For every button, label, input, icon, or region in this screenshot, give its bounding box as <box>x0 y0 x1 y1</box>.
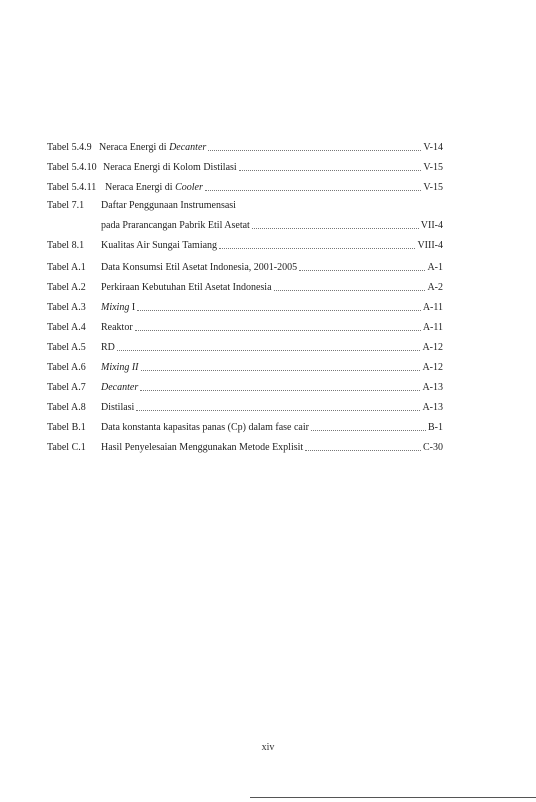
leader-dots <box>274 289 426 291</box>
toc-entry-title: Decanter <box>101 382 139 393</box>
toc-entry[interactable] <box>47 362 443 374</box>
toc-entry-page: A-12 <box>422 362 443 373</box>
leader-dots <box>239 169 422 171</box>
leader-dots <box>305 449 421 451</box>
toc-entry-title: Distilasi <box>101 402 135 413</box>
toc-entry-label: Tabel A.8 <box>47 402 86 413</box>
toc-entry-label: Tabel A.5 <box>47 342 86 353</box>
toc-entry-page: V-15 <box>423 182 443 193</box>
toc-entry-label: Tabel 5.4.9 <box>47 142 92 153</box>
toc-entry[interactable] <box>47 402 443 414</box>
toc-entry-title: RD <box>101 342 115 353</box>
toc-entry[interactable] <box>47 142 443 154</box>
toc-entry-label: Tabel C.1 <box>47 442 86 453</box>
toc-entry-page: V-15 <box>423 162 443 173</box>
toc-entry-page: A-11 <box>422 322 443 333</box>
leader-dots <box>117 349 421 351</box>
toc-entry[interactable] <box>47 302 443 314</box>
toc-entry[interactable] <box>47 182 443 194</box>
leader-dots <box>135 329 421 331</box>
page-number: xiv <box>261 742 275 753</box>
toc-entry-title: pada Prarancangan Pabrik Etil Asetat <box>101 220 250 231</box>
leader-dots <box>219 247 415 249</box>
toc-entry-title: Neraca Energi di Decanter <box>99 142 207 153</box>
leader-dots <box>141 369 421 371</box>
toc-entry-label: Tabel 8.1 <box>47 240 85 251</box>
toc-entry-label: Tabel A.6 <box>47 362 86 373</box>
toc-entry-label: Tabel A.2 <box>47 282 86 293</box>
leader-dots <box>252 227 419 229</box>
toc-entry[interactable] <box>47 220 443 232</box>
toc-entry-title: Neraca Energi di Cooler <box>105 182 203 193</box>
toc-entry-page: VIII-4 <box>417 240 443 251</box>
toc-entry-title: Mixing II <box>101 362 139 373</box>
toc-entry[interactable] <box>47 200 443 212</box>
toc-entry-page: A-2 <box>427 282 443 293</box>
toc-entry[interactable] <box>47 282 443 294</box>
toc-entry-label: Tabel A.4 <box>47 322 86 333</box>
toc-entry[interactable] <box>47 382 443 394</box>
toc-entry-label: Tabel A.3 <box>47 302 86 313</box>
toc-entry-title: Data Konsumsi Etil Asetat Indonesia, 2001-2005 <box>101 262 298 273</box>
toc-entry-label: Tabel B.1 <box>47 422 86 433</box>
leader-dots <box>136 409 420 411</box>
toc-entry-page: C-30 <box>423 442 443 453</box>
toc-entry-title: Mixing I <box>101 302 136 313</box>
toc-entry-label: Tabel A.1 <box>47 262 86 273</box>
leader-dots <box>208 149 421 151</box>
toc-entry-title: Data konstanta kapasitas panas (Cp) dalam fase cair <box>101 422 309 433</box>
toc-entry-title: Neraca Energi di Kolom Distilasi <box>103 162 237 173</box>
toc-entry[interactable] <box>47 162 443 174</box>
toc-entry-title: Reaktor <box>101 322 133 333</box>
leader-dots <box>137 309 421 311</box>
toc-entry-label: Tabel 5.4.11 <box>47 182 97 193</box>
toc-entry-title: Hasil Penyelesaian Menggunakan Metode Explisit <box>101 442 304 453</box>
toc-entry-title: Kualitas Air Sungai Tamiang <box>101 240 218 251</box>
toc-entry[interactable] <box>47 422 443 434</box>
toc-entry[interactable] <box>47 240 443 252</box>
toc-entry[interactable] <box>47 262 443 274</box>
toc-entry-label: Tabel 5.4.10 <box>47 162 97 173</box>
toc-entry-page: A-11 <box>422 302 443 313</box>
leader-dots <box>140 389 420 391</box>
toc-entry[interactable] <box>47 442 443 454</box>
leader-dots <box>311 429 426 431</box>
toc-entry[interactable] <box>47 322 443 334</box>
toc-entry-title: Perkiraan Kebutuhan Etil Asetat Indonesia <box>101 282 272 293</box>
toc-entry-page: A-13 <box>422 402 443 413</box>
toc-entry-page: A-12 <box>422 342 443 353</box>
toc-entry[interactable] <box>47 342 443 354</box>
bottom-rule <box>250 797 536 798</box>
leader-dots <box>299 269 425 271</box>
toc-entry-page: VII-4 <box>420 220 443 231</box>
toc-entry-label: Tabel A.7 <box>47 382 86 393</box>
toc-entry-page: A-13 <box>422 382 443 393</box>
leader-dots <box>205 189 422 191</box>
toc-entry-title: Daftar Penggunaan Instrumensasi <box>101 200 236 211</box>
toc-entry-page: B-1 <box>428 422 443 433</box>
toc-entry-label: Tabel 7.1 <box>47 200 85 211</box>
toc-entry-page: A-1 <box>427 262 443 273</box>
toc-entry-page: V-14 <box>423 142 443 153</box>
